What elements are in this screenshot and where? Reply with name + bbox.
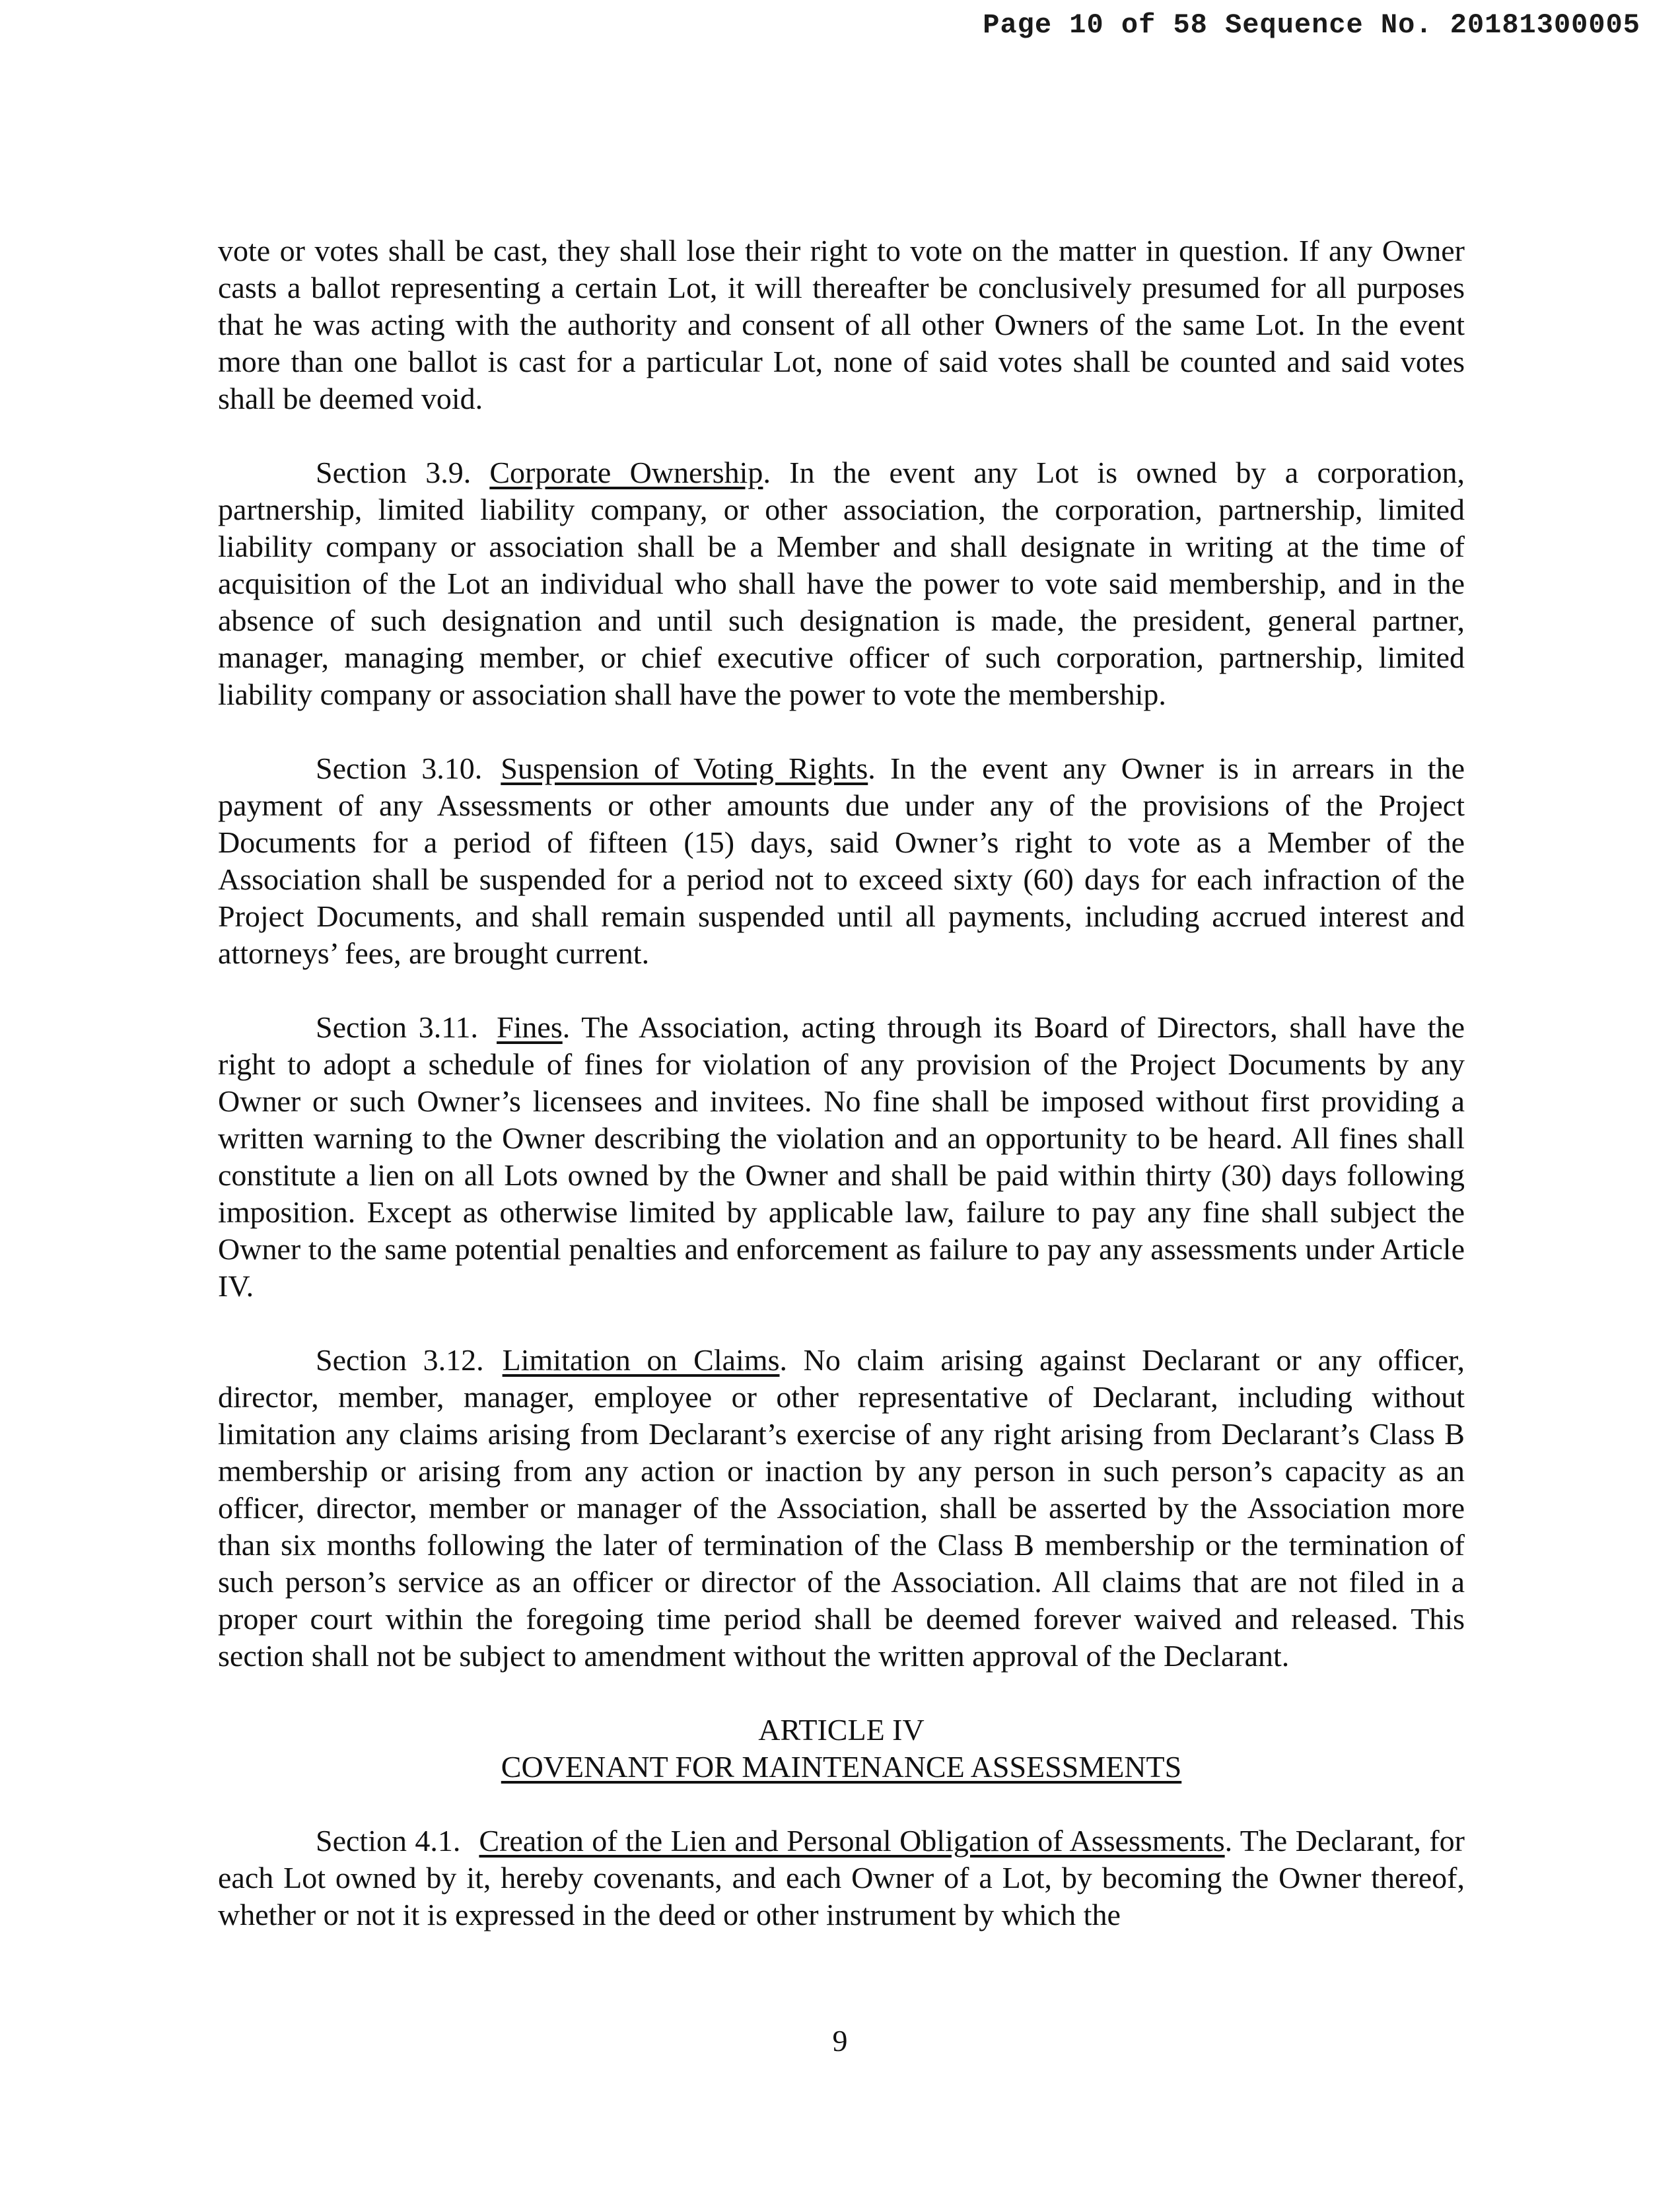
intro-paragraph: vote or votes shall be cast, they shall lose their right to vote on the matter in question. If any Owner casts a ballot representing a certain Lot, it will thereafter be conclusively presumed for all purposes that he was acting with the authority and consent of all other Owners of the same Lot. In the event more than one ballot is cast for a particular Lot, none of said votes shall be counted and said votes shall be deemed void. xyxy=(218,234,1465,415)
section-3-10-paragraph xyxy=(218,750,1465,972)
section-number: Section 4.1. xyxy=(316,1824,461,1858)
section-3-9-paragraph xyxy=(218,454,1465,713)
article-title: COVENANT FOR MAINTENANCE ASSESSMENTS xyxy=(501,1750,1182,1784)
article-heading-block xyxy=(218,1712,1465,1786)
page-sequence-header: Page 10 of 58 Sequence No. 20181300005 xyxy=(983,9,1640,41)
section-text: . In the event any Owner is in arrears in the payment of any Assessments or other amounts due under any of the provisions of the Project Documents for a period of fifteen (15) days, said Owner’s right to vote as a Member of the Association shall be suspended for a period not to exceed sixty (60) days for each infraction of the Project Documents, and shall remain suspended until all payments, including accrued interest and attorneys’ fees, are brought current. xyxy=(218,751,1465,970)
section-3-11-paragraph xyxy=(218,1009,1465,1305)
section-text: . No claim arising against Declarant or any officer, director, member, manager, employee or other representative of Declarant, including without limitation any claims arising from Declarant’s exercise of any right arising from Declarant’s Class B membership or arising from any action or inaction by any person in such person’s capacity as an officer, director, member or manager of the Association, shall be asserted by the Association more than six months following the later of termination of the Class B membership or the termination of such person’s service as an officer or director of the Association. All claims that are not filed in a proper court within the foregoing time period shall be deemed forever waived and released. This section shall not be subject to amendment without the written approval of the Declarant. xyxy=(218,1343,1465,1673)
section-title: Fines xyxy=(497,1010,563,1044)
section-title: Limitation on Claims xyxy=(502,1343,780,1377)
section-text: . The Association, acting through its Board of Directors, shall have the right to adopt a schedule of fines for violation of any provision of the Project Documents by any Owner or such Owner’s licensees and invitees. No fine shall be imposed without first providing a written warning to the Owner describing the violation and an opportunity to be heard. All fines shall constitute a lien on all Lots owned by the Owner and shall be paid within thirty (30) days following imposition. Except as otherwise limited by applicable law, failure to pay any fine shall subject the Owner to the same potential penalties and enforcement as failure to pay any assessments under Article IV. xyxy=(218,1010,1465,1303)
section-4-1-paragraph xyxy=(218,1823,1465,1933)
page-number: 9 xyxy=(832,2024,848,2058)
section-number: Section 3.10. xyxy=(316,751,483,785)
document-body xyxy=(218,232,1465,1970)
section-text: . In the event any Lot is owned by a corporation, partnership, limited liability company, or other association, the corporation, partnership, limited liability company or association shall be a Member and shall designate in writing at the time of acquisition of the Lot an individual who shall have the power to vote said membership, and in the absence of such designation and until such designation is made, the president, general partner, manager, managing member, or chief executive officer of such corporation, partnership, limited liability company or association shall have the power to vote the membership. xyxy=(218,456,1465,711)
article-number-heading: ARTICLE IV xyxy=(758,1713,925,1747)
section-title: Corporate Ownership xyxy=(489,456,763,489)
section-text: . The Declarant, for each Lot owned by it, hereby covenants, and each Owner of a Lot, by becoming the Owner thereof, whether or not it is expressed in the deed or other instrument by which the xyxy=(218,1824,1465,1931)
section-3-12-paragraph xyxy=(218,1342,1465,1675)
section-number: Section 3.12. xyxy=(316,1343,484,1377)
section-title: Suspension of Voting Rights xyxy=(501,751,868,785)
section-title: Creation of the Lien and Personal Obligation of Assessments xyxy=(479,1824,1225,1858)
section-number: Section 3.9. xyxy=(316,456,472,489)
section-number: Section 3.11. xyxy=(316,1010,479,1044)
